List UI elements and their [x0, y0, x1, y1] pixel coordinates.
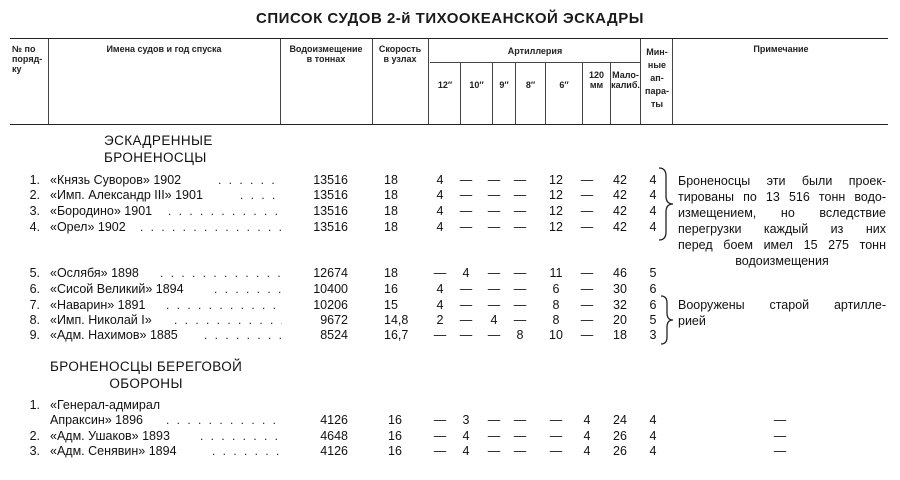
header-120mm: 120 мм	[588, 70, 605, 90]
header-gun-9: 9″	[499, 80, 509, 90]
col-divider	[492, 62, 493, 124]
gun-12: —	[433, 413, 447, 427]
gun-10: 4	[462, 429, 470, 443]
gun-120mm: —	[580, 220, 594, 234]
ship-name: «Орел» 1902	[50, 220, 126, 234]
note-group2: Вооружены старой артилле- рией	[678, 298, 886, 328]
gun-120mm: —	[580, 282, 594, 296]
speed: 18	[384, 220, 398, 234]
col-divider	[428, 39, 429, 124]
col-divider	[48, 39, 49, 124]
gun-120mm: —	[580, 328, 594, 342]
mine-apparatus: 6	[649, 298, 657, 312]
ship-name: «Наварин» 1891	[50, 298, 146, 312]
gun-8: —	[513, 173, 527, 187]
gun-10: —	[459, 220, 473, 234]
row-num: 1.	[29, 398, 40, 412]
col-divider	[545, 62, 546, 124]
mine-apparatus: 4	[649, 173, 657, 187]
gun-8: —	[513, 298, 527, 312]
header-num: № по поряд- ку	[12, 44, 43, 74]
header-gun-10: 10″	[469, 80, 484, 90]
gun-6: 6	[552, 282, 560, 296]
brace-group2	[658, 294, 676, 346]
gun-6: —	[549, 444, 563, 458]
leader-dots	[166, 413, 282, 428]
gun-10: —	[459, 204, 473, 218]
gun-120mm: —	[580, 204, 594, 218]
gun-9: —	[487, 328, 501, 342]
displacement: 9672	[320, 313, 348, 327]
gun-120mm: —	[580, 173, 594, 187]
mine-apparatus: 4	[649, 220, 657, 234]
col-divider	[280, 39, 281, 124]
gun-120mm: —	[580, 313, 594, 327]
ship-name: «Генерал-адмирал	[50, 398, 161, 412]
displacement: 12674	[313, 266, 348, 280]
gun-6: 11	[549, 266, 563, 280]
gun-8: —	[513, 444, 527, 458]
gun-6: 12	[549, 220, 563, 234]
page-title: СПИСОК СУДОВ 2-й ТИХООКЕАНСКОЙ ЭСКАДРЫ	[256, 10, 644, 27]
leader-dots	[212, 444, 282, 459]
speed: 18	[384, 266, 398, 280]
small-caliber: 42	[613, 204, 627, 218]
displacement: 13516	[313, 204, 348, 218]
gun-9: —	[487, 204, 501, 218]
col-divider	[672, 39, 673, 124]
gun-10: —	[459, 282, 473, 296]
gun-9: —	[487, 220, 501, 234]
gun-9: —	[487, 429, 501, 443]
gun-10: 3	[462, 413, 470, 427]
row-num: 9.	[29, 328, 40, 342]
ship-name: «Адм. Нахимов» 1885	[50, 328, 178, 342]
leader-dots	[214, 282, 282, 297]
gun-6: 12	[549, 173, 563, 187]
section-title-squadron-battleships: ЭСКАДРЕННЫЕ БРОНЕНОСЦЫ	[104, 133, 213, 165]
header-bottom-rule	[10, 124, 888, 125]
displacement: 10400	[313, 282, 348, 296]
header-gun-6: 6″	[559, 80, 569, 90]
displacement: 13516	[313, 188, 348, 202]
gun-120mm: 4	[583, 429, 591, 443]
gun-9: —	[487, 266, 501, 280]
header-gun-12: 12″	[437, 80, 453, 90]
speed: 18	[384, 188, 398, 202]
gun-10: —	[459, 173, 473, 187]
leader-dots	[240, 188, 282, 203]
small-caliber: 30	[613, 282, 627, 296]
leader-dots	[140, 220, 282, 235]
gun-120mm: —	[580, 266, 594, 280]
gun-9: —	[487, 188, 501, 202]
mine-apparatus: 4	[649, 444, 657, 458]
gun-8: —	[513, 188, 527, 202]
small-caliber: 26	[613, 429, 627, 443]
note-group1: Броненосцы эти были проек- тированы по 13 516 тонн водо- измещением, но вследствие перегрузки каждый из них перед боем имел 15 275 тонн водоизмещения	[678, 174, 886, 268]
gun-12: 4	[436, 173, 444, 187]
gun-9: —	[487, 413, 501, 427]
gun-6: 8	[552, 313, 560, 327]
gun-12: —	[433, 328, 447, 342]
row-num: 4.	[29, 220, 40, 234]
gun-9: 4	[490, 313, 498, 327]
gun-10: 4	[462, 266, 470, 280]
small-caliber: 42	[613, 220, 627, 234]
row-num: 6.	[29, 282, 40, 296]
note-dash: —	[773, 413, 787, 427]
gun-6: 10	[549, 328, 563, 342]
section-title-coastal-battleships: БРОНЕНОСЦЫ БЕРЕГОВОЙ ОБОРОНЫ	[50, 359, 243, 391]
gun-120mm: —	[580, 298, 594, 312]
gun-12: 4	[436, 220, 444, 234]
ship-name: «Бородино» 1901	[50, 204, 153, 218]
speed: 16	[388, 413, 402, 427]
gun-6: 8	[552, 298, 560, 312]
header-displacement: Водоизмещение в тоннах	[289, 44, 363, 64]
ship-name-continued: Апраксин» 1896	[50, 413, 143, 427]
small-caliber: 20	[613, 313, 627, 327]
ship-name: «Имп. Александр III» 1901	[50, 188, 203, 202]
gun-6: —	[549, 413, 563, 427]
gun-9: —	[487, 298, 501, 312]
speed: 16	[384, 282, 398, 296]
ship-name: «Князь Суворов» 1902	[50, 173, 182, 187]
row-num: 8.	[29, 313, 40, 327]
displacement: 10206	[313, 298, 348, 312]
leader-dots	[204, 328, 282, 343]
mine-apparatus: 4	[649, 413, 657, 427]
gun-10: 4	[462, 444, 470, 458]
small-caliber: 42	[613, 173, 627, 187]
gun-10: —	[459, 328, 473, 342]
speed: 18	[384, 173, 398, 187]
gun-9: —	[487, 282, 501, 296]
gun-120mm: —	[580, 188, 594, 202]
leader-dots	[200, 429, 282, 444]
gun-8: —	[513, 413, 527, 427]
gun-6: —	[549, 429, 563, 443]
gun-10: —	[459, 298, 473, 312]
displacement: 13516	[313, 173, 348, 187]
small-caliber: 46	[613, 266, 627, 280]
displacement: 13516	[313, 220, 348, 234]
leader-dots	[168, 204, 282, 219]
header-artillery: Артиллерия	[507, 46, 563, 56]
gun-12: 4	[436, 282, 444, 296]
speed: 18	[384, 204, 398, 218]
leader-dots	[160, 266, 282, 281]
ship-name: «Адм. Сенявин» 1894	[50, 444, 177, 458]
gun-12: 2	[436, 313, 444, 327]
gun-12: 4	[436, 188, 444, 202]
gun-10: —	[459, 188, 473, 202]
gun-8: —	[513, 282, 527, 296]
header-gun-8: 8″	[525, 80, 536, 90]
ship-name: «Имп. Николай I»	[50, 313, 152, 327]
row-num: 5.	[29, 266, 40, 280]
small-caliber: 42	[613, 188, 627, 202]
col-divider	[515, 62, 516, 124]
small-caliber: 32	[613, 298, 627, 312]
displacement: 4648	[320, 429, 348, 443]
gun-12: 4	[436, 298, 444, 312]
speed: 14,8	[384, 313, 409, 327]
gun-12: —	[433, 429, 447, 443]
mine-apparatus: 5	[649, 313, 657, 327]
speed: 15	[384, 298, 398, 312]
row-num: 2.	[29, 188, 40, 202]
gun-8: —	[513, 220, 527, 234]
small-caliber: 24	[613, 413, 627, 427]
gun-120mm: 4	[583, 413, 591, 427]
leader-dots	[174, 313, 282, 328]
header-note: Примечание	[753, 44, 809, 54]
speed: 16,7	[384, 328, 409, 342]
gun-6: 12	[549, 188, 563, 202]
displacement: 8524	[320, 328, 348, 342]
mine-apparatus: 6	[649, 282, 657, 296]
small-caliber: 26	[613, 444, 627, 458]
mine-apparatus: 5	[649, 266, 657, 280]
leader-dots	[218, 173, 282, 188]
header-name: Имена судов и год спуска	[106, 44, 222, 54]
ship-name: «Адм. Ушаков» 1893	[50, 429, 170, 443]
gun-10: —	[459, 313, 473, 327]
speed: 16	[388, 429, 402, 443]
row-num: 3.	[29, 444, 40, 458]
col-divider	[640, 39, 641, 124]
artillery-subheader-rule	[430, 62, 640, 63]
small-caliber: 18	[613, 328, 627, 342]
mine-apparatus: 4	[649, 188, 657, 202]
header-small-caliber: Мало- калиб.	[611, 70, 640, 90]
header-mine-apparatus: Мин- ные ап- пара- ты	[645, 47, 669, 109]
gun-8: —	[513, 266, 527, 280]
mine-apparatus: 4	[649, 204, 657, 218]
row-num: 3.	[29, 204, 40, 218]
row-num: 2.	[29, 429, 40, 443]
speed: 16	[388, 444, 402, 458]
col-divider	[372, 39, 373, 124]
row-num: 1.	[29, 173, 40, 187]
gun-12: 4	[436, 204, 444, 218]
ship-name: «Сисой Великий» 1894	[50, 282, 184, 296]
mine-apparatus: 4	[649, 429, 657, 443]
mine-apparatus: 3	[649, 328, 657, 342]
displacement: 4126	[320, 444, 348, 458]
leader-dots	[166, 298, 282, 313]
gun-12: —	[433, 444, 447, 458]
gun-9: —	[487, 173, 501, 187]
gun-120mm: 4	[583, 444, 591, 458]
row-num: 7.	[29, 298, 40, 312]
gun-12: —	[433, 266, 447, 280]
header-top-rule	[10, 38, 888, 39]
gun-8: —	[513, 204, 527, 218]
col-divider	[460, 62, 461, 124]
ship-name: «Ослябя» 1898	[50, 266, 139, 280]
gun-8: —	[513, 429, 527, 443]
gun-8: —	[513, 313, 527, 327]
displacement: 4126	[320, 413, 348, 427]
note-dash: —	[773, 444, 787, 458]
gun-6: 12	[549, 204, 563, 218]
header-speed: Скорость в узлах	[378, 44, 422, 64]
gun-9: —	[487, 444, 501, 458]
brace-group1	[656, 166, 676, 242]
note-dash: —	[773, 429, 787, 443]
gun-8: 8	[516, 328, 524, 342]
